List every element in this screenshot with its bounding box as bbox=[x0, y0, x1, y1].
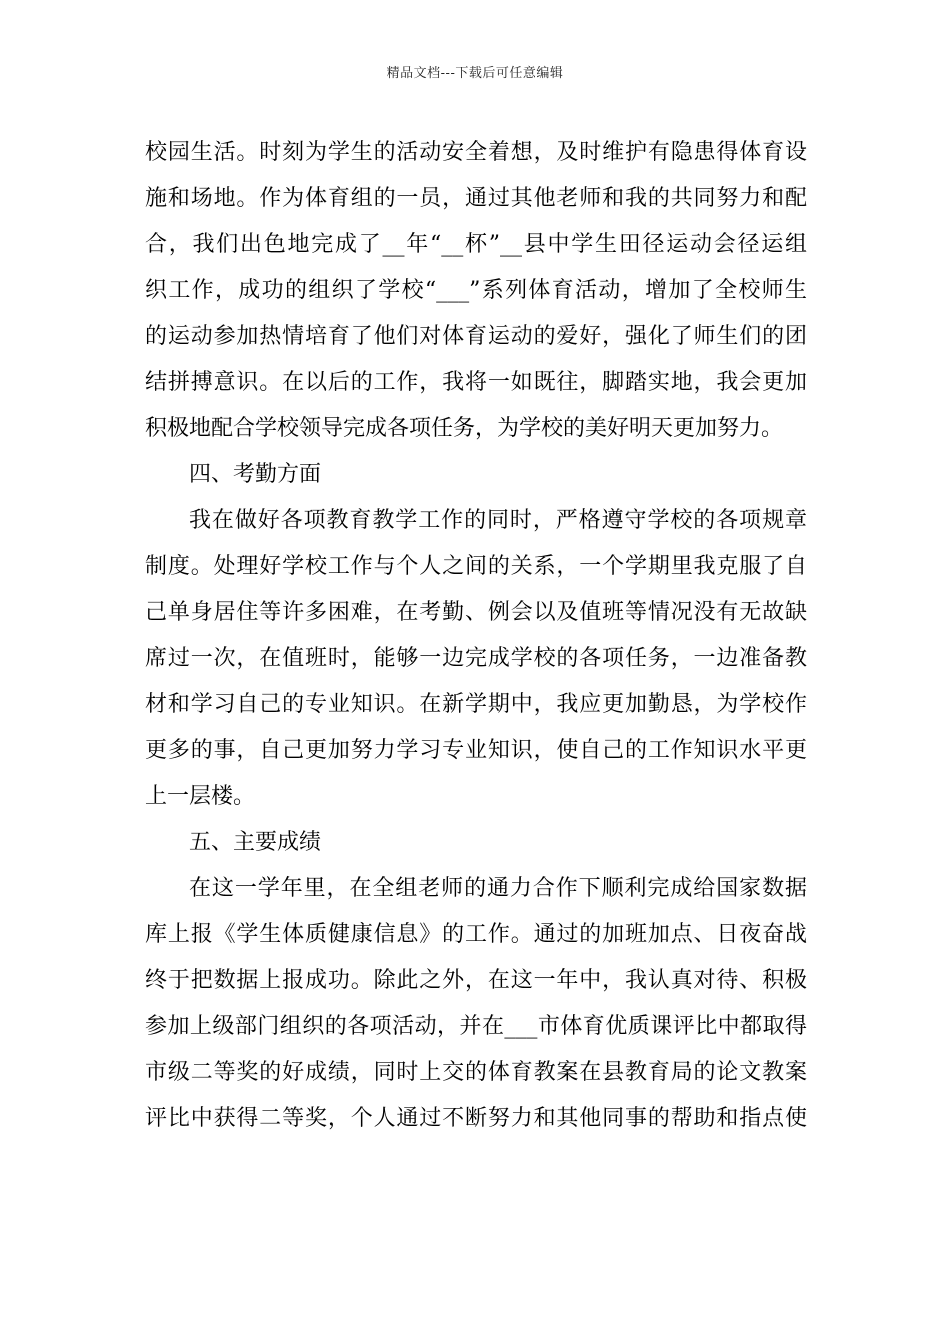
text-line: 更多的事，自己更加努力学习专业知识，使自己的工作知识水平更 bbox=[145, 738, 807, 763]
text-line: 终于把数据上报成功。除此之外，在这一年中，我认真对待、积极 bbox=[145, 968, 807, 993]
document-body bbox=[145, 130, 807, 1142]
text-line: 结拼搏意识。在以后的工作，我将一如既往，脚踏实地，我会更加 bbox=[145, 370, 807, 395]
text-line: 上一层楼。 bbox=[145, 784, 256, 809]
text-line: 参加上级部门组织的各项活动，并在___市体育优质课评比中都取得 bbox=[145, 1014, 807, 1039]
text-line: 校园生活。时刻为学生的活动安全着想，及时维护有隐患得体育设 bbox=[145, 140, 807, 165]
text-line: 我在做好各项教育教学工作的同时，严格遵守学校的各项规章 bbox=[189, 508, 807, 533]
text-line: 己单身居住等许多困难，在考勤、例会以及值班等情况没有无故缺 bbox=[145, 600, 807, 625]
text-line: 制度。处理好学校工作与个人之间的关系，一个学期里我克服了自 bbox=[145, 554, 807, 579]
text-line: 积极地配合学校领导完成各项任务，为学校的美好明天更加努力。 bbox=[145, 416, 784, 441]
text-line: 评比中获得二等奖，个人通过不断努力和其他同事的帮助和指点使 bbox=[145, 1106, 807, 1131]
text-line: 市级二等奖的好成绩，同时上交的体育教案在县教育局的论文教案 bbox=[145, 1060, 807, 1085]
page-header: 精品文档---下载后可任意编辑 bbox=[386, 66, 564, 81]
text-line: 四、考勤方面 bbox=[189, 462, 322, 487]
text-line: 材和学习自己的专业知识。在新学期中，我应更加勤恳，为学校作 bbox=[145, 692, 807, 717]
text-line: 的运动参加热情培育了他们对体育运动的爱好，强化了师生们的团 bbox=[145, 324, 807, 349]
text-line: 合，我们出色地完成了__年“__杯”__县中学生田径运动会径运组 bbox=[145, 232, 807, 257]
text-line: 五、主要成绩 bbox=[189, 830, 322, 855]
text-line: 库上报《学生体质健康信息》的工作。通过的加班加点、日夜奋战 bbox=[145, 922, 807, 947]
text-line: 织工作，成功的组织了学校“___”系列体育活动，增加了全校师生 bbox=[145, 278, 807, 303]
text-line: 在这一学年里，在全组老师的通力合作下顺利完成给国家数据 bbox=[189, 876, 807, 901]
text-line: 施和场地。作为体育组的一员，通过其他老师和我的共同努力和配 bbox=[145, 186, 807, 211]
text-line: 席过一次，在值班时，能够一边完成学校的各项任务，一边准备教 bbox=[145, 646, 807, 671]
